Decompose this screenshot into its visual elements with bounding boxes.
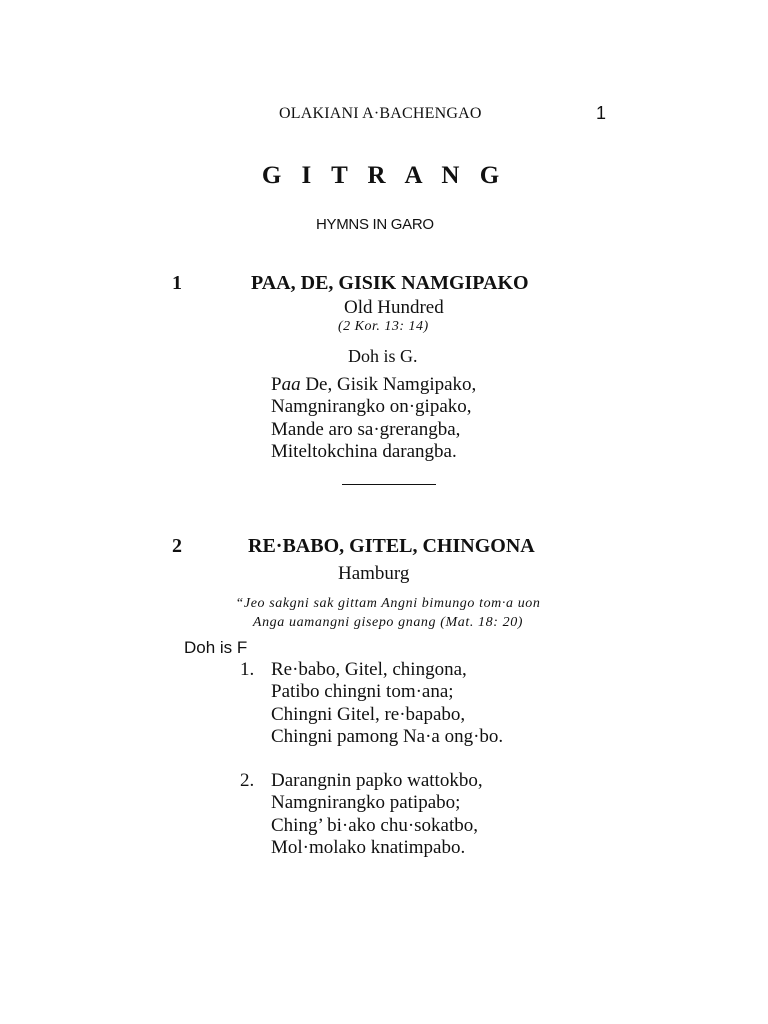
verse-line: Paa De, Gisik Namgipako, (271, 374, 477, 395)
verse-line: Chingni Gitel, re·bapabo, (271, 703, 466, 725)
book-subtitle: HYMNS IN GARO (316, 216, 434, 233)
verse-line: Mol·molako knatimpabo. (271, 836, 466, 858)
epigraph-line: “Jeo sakgni sak gittam Angni bimungo tom·a uon (235, 596, 541, 611)
hymn-1-reference: (2 Kor. 13: 14) (338, 319, 429, 334)
verse-line: Namgnirangko on·gipako, (271, 396, 472, 418)
italic-emphasis: aa (281, 374, 301, 395)
running-title: OLAKIANI A·BACHENGAO (279, 105, 482, 122)
hymn-2-verse-1 (271, 659, 503, 748)
hymn-1-tune: Old Hundred (344, 297, 444, 318)
epigraph-line: Anga uamangni gisepo gnang (Mat. 18: 20) (252, 615, 524, 630)
hymn-2-key: Doh is F (184, 638, 248, 657)
page-number: 1 (596, 103, 607, 123)
verse-line: Chingni pamong Na·a ong·bo. (271, 725, 504, 747)
hymn-2-number: 2 (172, 535, 182, 557)
verse-line: Re·babo, Gitel, chingona, (271, 659, 467, 680)
verse-line: Namgnirangko patipabo; (271, 792, 461, 814)
verse-line: Ching’ bi·ako chu·sokatbo, (271, 814, 479, 836)
hymn-separator-rule (342, 484, 436, 485)
hymn-2-tune: Hamburg (338, 563, 410, 584)
hymn-1-number: 1 (172, 272, 182, 294)
hymn-1-key: Doh is G. (348, 346, 418, 366)
hymn-1-title: PAA, DE, GISIK NAMGIPAKO (251, 272, 529, 294)
hymn-2-verse-2-number: 2. (240, 770, 255, 791)
hymn-2-verse-2 (271, 770, 483, 859)
hymn-1-verse (271, 374, 476, 463)
verse-line: Mande aro sa·grerangba, (271, 418, 461, 440)
book-title: G I T R A N G (261, 162, 507, 189)
verse-line: Patibo chingni tom·ana; (271, 681, 454, 703)
hymn-2-epigraph (200, 594, 576, 632)
verse-line: Darangnin papko wattokbo, (271, 770, 483, 791)
hymn-2-verse-1-number: 1. (240, 659, 255, 680)
hymn-2-title: RE·BABO, GITEL, CHINGONA (248, 535, 535, 557)
verse-line: Miteltokchina darangba. (271, 440, 457, 462)
